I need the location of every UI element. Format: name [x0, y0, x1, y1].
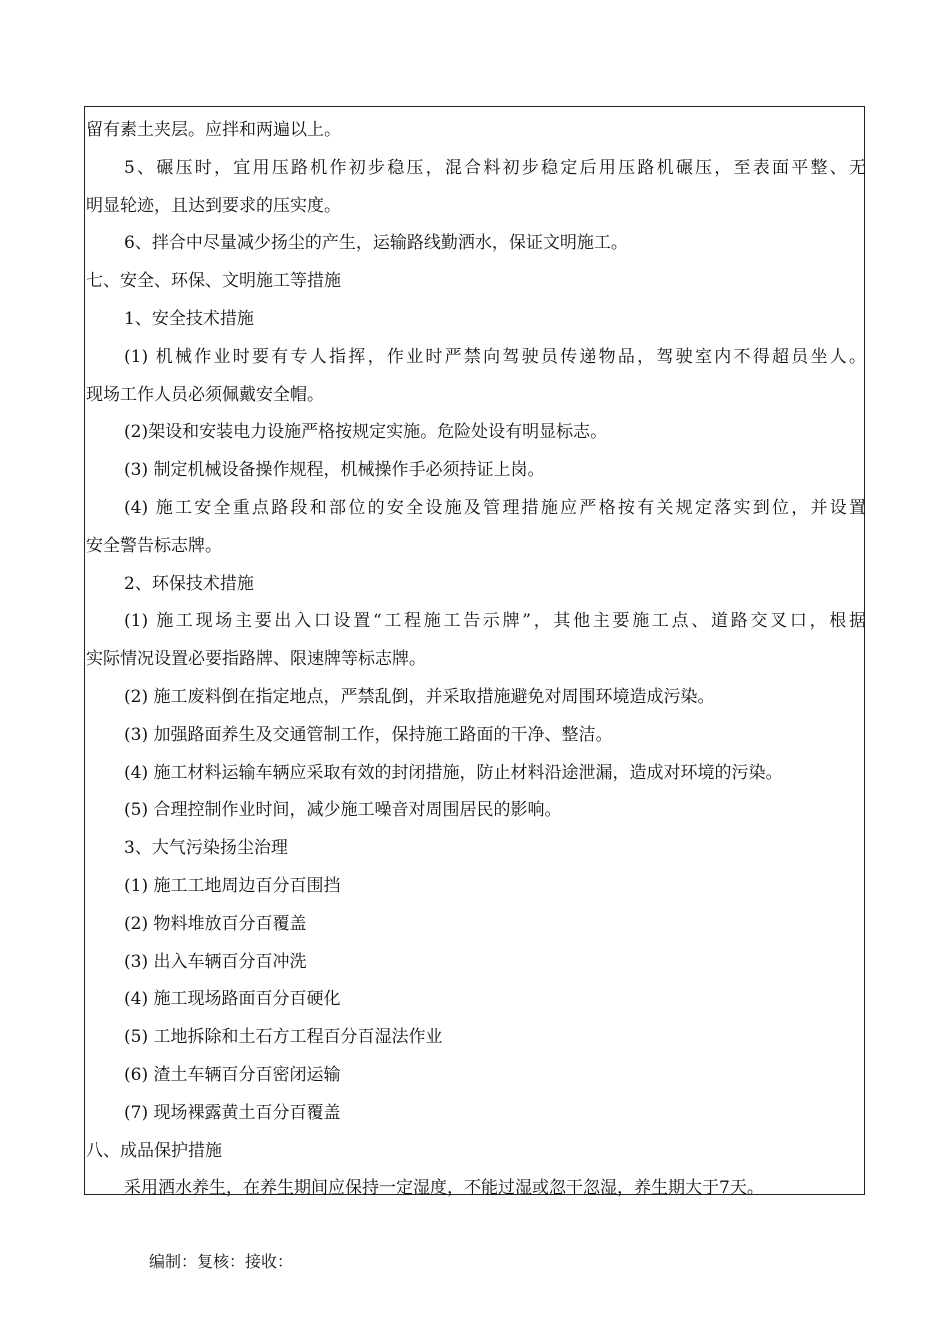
- list-item: (3) 出入车辆百分百冲洗: [124, 951, 307, 972]
- section-heading: 八、成品保护措施: [86, 1140, 222, 1161]
- list-item: (4) 施工现场路面百分百硬化: [124, 989, 341, 1010]
- text-line: 现场工作人员必须佩戴安全帽。: [86, 384, 324, 405]
- subsection-heading: 1、安全技术措施: [124, 308, 254, 329]
- text-line: (2)架设和安装电力设施严格按规定实施。危险处设有明显标志。: [124, 422, 608, 443]
- text-line: (4) 施工安全重点路段和部位的安全设施及管理措施应严格按有关规定落实到位，并设置: [124, 497, 866, 518]
- text-line: 留有素土夹层。应拌和两遍以上。: [86, 120, 341, 140]
- section-heading: 七、安全、环保、文明施工等措施: [86, 271, 341, 292]
- list-item: (7) 现场裸露黄土百分百覆盖: [124, 1102, 341, 1123]
- subsection-heading: 3、大气污染扬尘治理: [124, 838, 288, 859]
- text-line: 采用洒水养生，在养生期间应保持一定湿度，不能过湿或忽干忽湿，养生期大于7天。: [124, 1178, 764, 1199]
- list-item: (5) 工地拆除和土石方工程百分百湿法作业: [124, 1027, 443, 1048]
- document-body: [86, 112, 866, 1208]
- list-item: (1) 施工工地周边百分百围挡: [124, 875, 341, 896]
- text-line: (4) 施工材料运输车辆应采取有效的封闭措施，防止材料沿途泄漏，造成对环境的污染。: [124, 762, 783, 783]
- text-line: 5、碾压时，宜用压路机作初步稳压，混合料初步稳定后用压路机碾压，至表面平整、无: [124, 157, 866, 178]
- text-line: (1) 机械作业时要有专人指挥，作业时严禁向驾驶员传递物品，驾驶室内不得超员坐人。: [124, 346, 866, 367]
- text-line: (2) 施工废料倒在指定地点，严禁乱倒，并采取措施避免对周围环境造成污染。: [124, 686, 715, 707]
- text-line: (3) 制定机械设备操作规程，机械操作手必须持证上岗。: [124, 460, 545, 481]
- subsection-heading: 2、环保技术措施: [124, 573, 254, 594]
- list-item: (2) 物料堆放百分百覆盖: [124, 913, 307, 934]
- text-line: 实际情况设置必要指路牌、限速牌等标志牌。: [86, 649, 426, 670]
- signature-footer: 编制：复核：接收：: [149, 1252, 294, 1271]
- text-line: (5) 合理控制作业时间，减少施工噪音对周围居民的影响。: [124, 800, 562, 821]
- text-line: 6、拌合中尽量减少扬尘的产生，运输路线勤洒水，保证文明施工。: [124, 233, 628, 254]
- text-line: (3) 加强路面养生及交通管制工作，保持施工路面的干净、整洁。: [124, 724, 613, 745]
- text-line: 明显轮迹，且达到要求的压实度。: [86, 195, 341, 216]
- list-item: (6) 渣土车辆百分百密闭运输: [124, 1064, 341, 1085]
- text-line: 安全警告标志牌。: [86, 535, 222, 556]
- text-line: (1) 施工现场主要出入口设置“工程施工告示牌”，其他主要施工点、道路交叉口，根据: [124, 611, 866, 632]
